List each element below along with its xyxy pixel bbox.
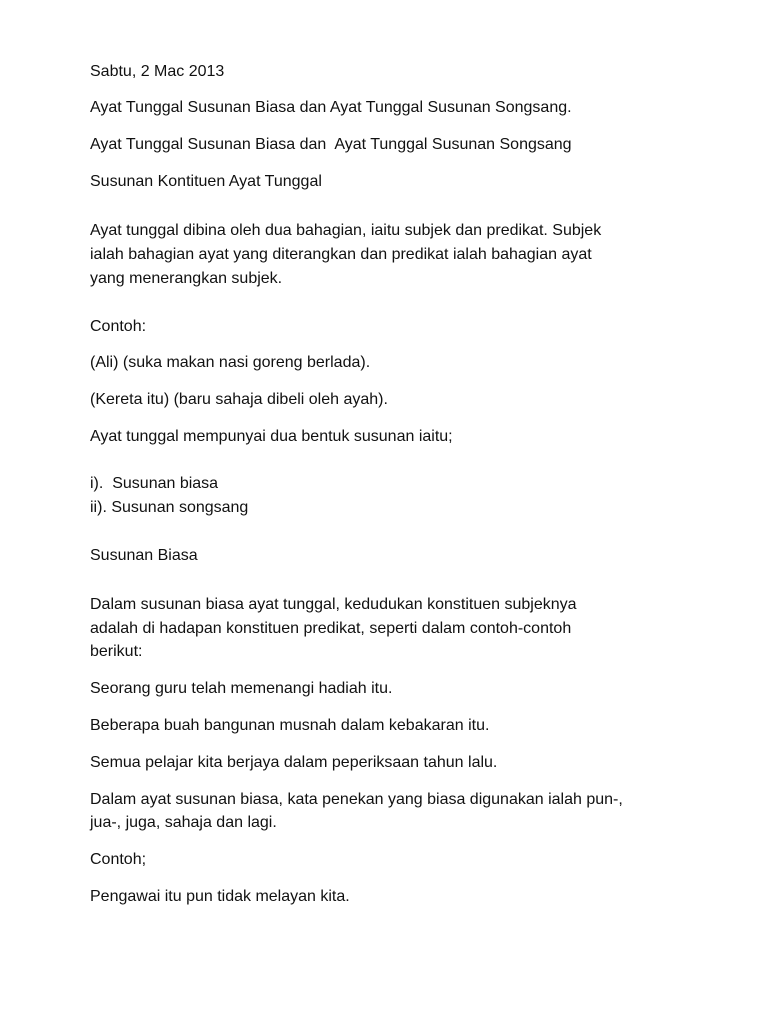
- example-2-1: Seorang guru telah memenangi hadiah itu.: [90, 680, 393, 697]
- form-item-1: i). Susunan biasa: [90, 475, 219, 492]
- example-2-2: Beberapa buah bangunan musnah dalam kebakaran itu.: [90, 717, 490, 734]
- title-line-2: Ayat Tunggal Susunan Biasa dan Ayat Tunggal Susunan Songsang: [90, 136, 572, 153]
- form-item-2: ii). Susunan songsang: [90, 499, 249, 516]
- final-example-line: Pengawai itu pun tidak melayan kita.: [90, 888, 350, 905]
- title-line-1: Ayat Tunggal Susunan Biasa dan Ayat Tunggal Susunan Songsang.: [90, 99, 572, 116]
- intro-line-1: Ayat tunggal dibina oleh dua bahagian, iaitu subjek dan predikat. Subjek: [90, 222, 602, 239]
- section-heading: Susunan Biasa: [90, 547, 198, 564]
- intro-line-3: yang menerangkan subjek.: [90, 270, 283, 287]
- example-label-1: Contoh:: [90, 318, 147, 335]
- emphasis-para-line-1: Dalam ayat susunan biasa, kata penekan yang biasa digunakan ialah pun-,: [90, 791, 623, 808]
- subtitle-line: Susunan Kontituen Ayat Tunggal: [90, 173, 322, 190]
- section-para-line-2: adalah di hadapan konstituen predikat, seperti dalam contoh-contoh: [90, 620, 572, 637]
- emphasis-para-line-2: jua-, juga, sahaja dan lagi.: [90, 814, 277, 831]
- intro-line-2: ialah bahagian ayat yang diterangkan dan predikat ialah bahagian ayat: [90, 246, 592, 263]
- example-1-2: (Kereta itu) (baru sahaja dibeli oleh ayah).: [90, 391, 388, 408]
- section-para-line-1: Dalam susunan biasa ayat tunggal, kedudukan konstituen subjeknya: [90, 596, 577, 613]
- section-para-line-3: berikut:: [90, 643, 143, 660]
- example-1-1: (Ali) (suka makan nasi goreng berlada).: [90, 354, 371, 371]
- example-label-2: Contoh;: [90, 851, 147, 868]
- date-line: Sabtu, 2 Mac 2013: [90, 63, 225, 80]
- forms-intro-line: Ayat tunggal mempunyai dua bentuk susunan iaitu;: [90, 428, 453, 445]
- example-2-3: Semua pelajar kita berjaya dalam peperiksaan tahun lalu.: [90, 754, 498, 771]
